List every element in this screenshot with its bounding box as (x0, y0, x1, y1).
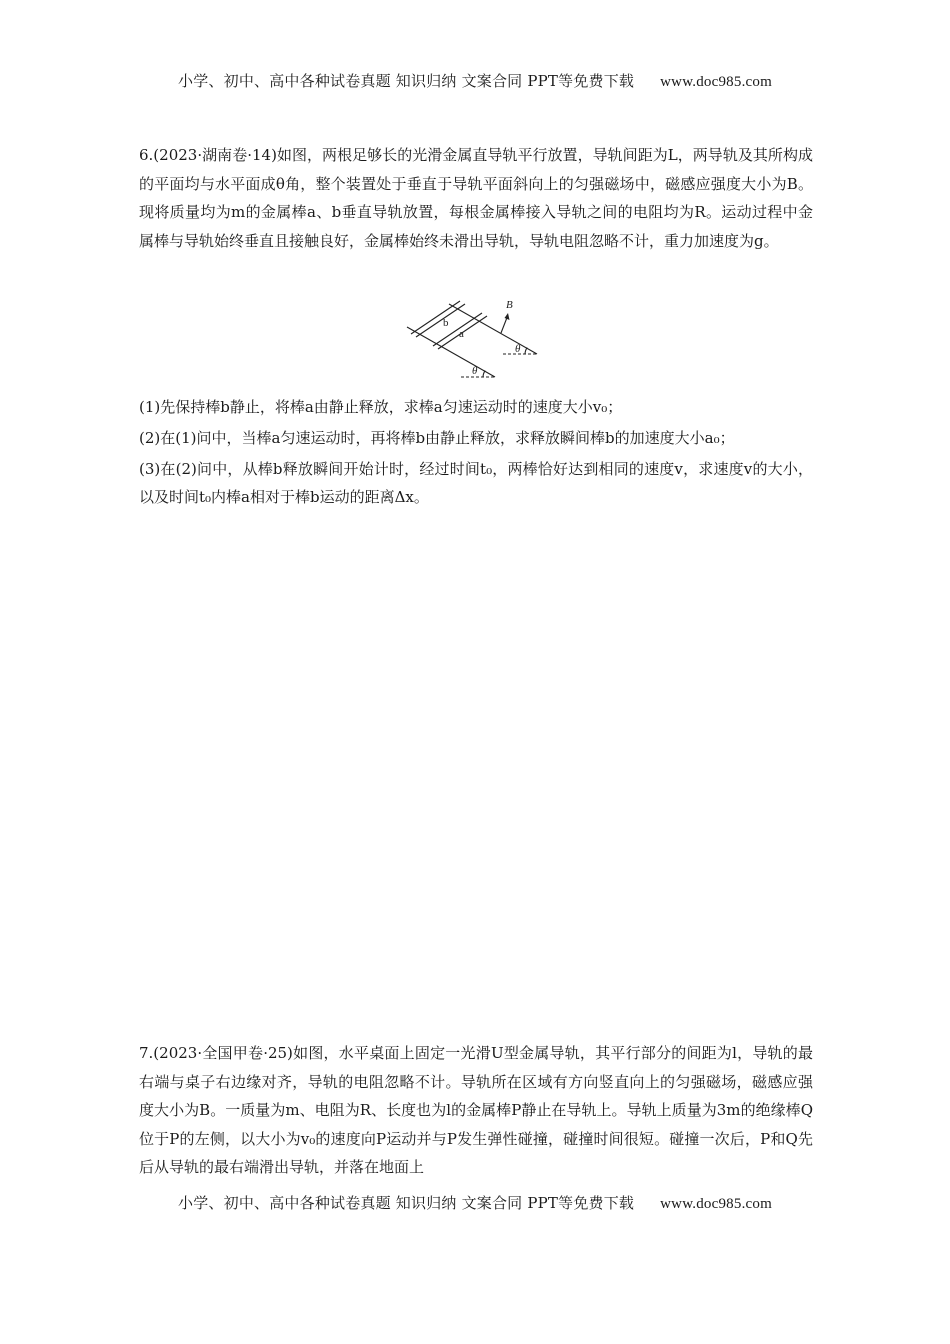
angle-arc-lower (483, 371, 485, 377)
label-theta-upper: θ (515, 343, 521, 355)
inclined-rails-figure (405, 295, 545, 383)
label-field-B: B (506, 299, 513, 311)
sub-question-1: (1)先保持棒b静止，将棒a由静止释放，求棒a匀速运动时的速度大小v₀； (139, 398, 623, 416)
bar-b-edge-2 (416, 304, 465, 337)
question-6-stem: 6.(2023·湖南卷·14)如图，两根足够长的光滑金属直导轨平行放置，导轨间距为L，两导轨及其所构成的平面均与水平面成θ角，整个装置处于垂直于导轨平面斜向上的匀强磁场中，磁感应强度大小为B。现将质量均为m的金属棒a、b垂直导轨放置，每根金属棒接入导轨之间的电阻均为R。运动过程中金属棒与导轨始终垂直且接触良好，金属棒始终未滑出导轨，导轨电阻忽略不计，重力加速度为g。 (139, 146, 813, 250)
question-7-stem: 7.(2023·全国甲卷·25)如图，水平桌面上固定一光滑U型金属导轨，其平行部分的间距为l，导轨的最右端与桌子右边缘对齐，导轨的电阻忽略不计。导轨所在区域有方向竖直向上的匀强磁场，磁感应强度大小为B。一质量为m、电阻为R、长度也为l的金属棒P静止在导轨上。导轨上质量为3m的绝缘棒Q位于P的左侧，以大小为v₀的速度向P运动并与P发生弹性碰撞，碰撞时间很短。碰撞一次后，P和Q先后从导轨的最右端滑出导轨，并落在地面上 (139, 1044, 813, 1176)
question-6-subquestions (139, 393, 813, 514)
sub-question-3: (3)在(2)问中，从棒b释放瞬间开始计时，经过时间t₀，两棒恰好达到相同的速度v，求速度v的大小，以及时间t₀内棒a相对于棒b运动的距离Δx。 (139, 459, 813, 507)
header-text: 小学、初中、高中各种试卷真题 知识归纳 文案合同 PPT等免费下载 (178, 72, 635, 90)
label-theta-lower: θ (472, 365, 478, 377)
label-a: a (459, 328, 464, 340)
footer-site: www.doc985.com (660, 1196, 772, 1212)
field-arrowhead (505, 313, 510, 320)
page-footer (0, 1192, 950, 1213)
bar-a-edge-1 (433, 313, 482, 346)
sub-question-2: (2)在(1)问中，当棒a匀速运动时，再将棒b由静止释放，求释放瞬间棒b的加速度大小a₀； (139, 428, 735, 447)
angle-arc-upper (525, 348, 527, 354)
bar-b-edge-1 (411, 301, 460, 334)
page-header (0, 70, 950, 91)
footer-text: 小学、初中、高中各种试卷真题 知识归纳 文案合同 PPT等免费下载 (178, 1194, 635, 1212)
header-site: www.doc985.com (660, 74, 772, 90)
label-b: b (443, 317, 449, 329)
